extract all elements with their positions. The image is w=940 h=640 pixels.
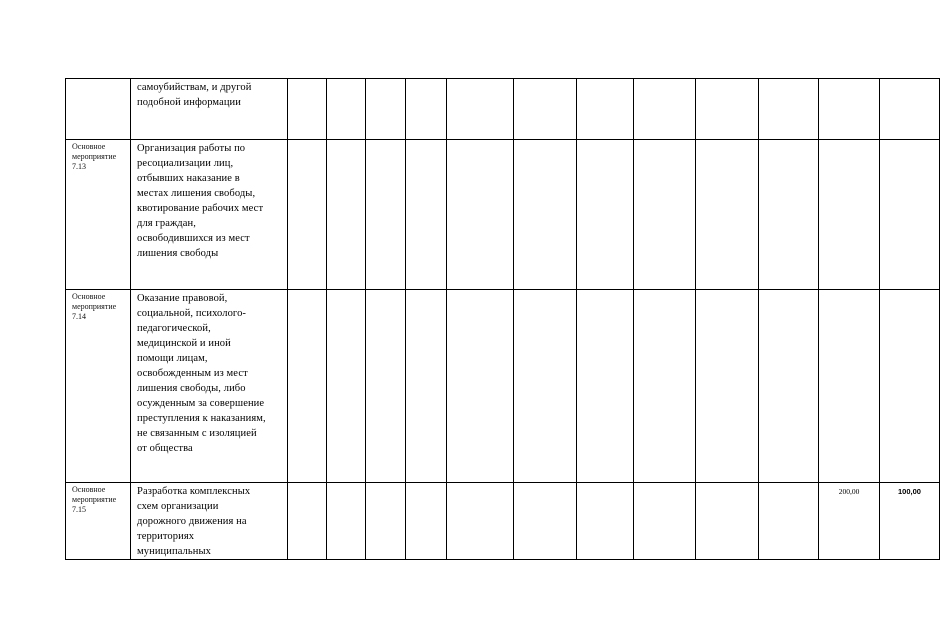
activity-code-cell [66, 79, 131, 140]
description-line: помощи лицам, [137, 353, 208, 364]
description-line: Разработка комплексных [137, 486, 251, 497]
description-line: ресоциализации лиц, [137, 158, 234, 169]
description-line: отбывших наказание в [137, 173, 240, 184]
value-cell [634, 290, 696, 483]
description-line: местах лишения свободы, [137, 188, 256, 199]
code-line: Основное [72, 142, 106, 151]
description-line: социальной, психолого- [137, 308, 247, 319]
description-line: лишения свободы, либо [137, 383, 246, 394]
value-cell [577, 290, 634, 483]
code-line: мероприятие [72, 495, 117, 504]
value-cell [447, 290, 514, 483]
description-line: не связанным с изоляцией [137, 428, 257, 439]
description-line: схем организации [137, 501, 219, 512]
value-cell [327, 483, 366, 560]
description-line: осужденным за совершение [137, 398, 265, 409]
activity-code-cell [66, 290, 131, 483]
code-line: мероприятие [72, 152, 117, 161]
table-row [66, 79, 940, 140]
value-cell [366, 290, 406, 483]
value-cell [759, 483, 819, 560]
value-cell [288, 483, 327, 560]
activity-code-cell [66, 140, 131, 290]
program-activities-table [65, 78, 940, 560]
description-line: Оказание правовой, [137, 293, 228, 304]
value-cell [406, 79, 447, 140]
activity-description-cell [131, 290, 288, 483]
table-row [66, 290, 940, 483]
value-cell [759, 140, 819, 290]
description-line: территориях [137, 531, 195, 542]
value-cell [634, 140, 696, 290]
description-line: преступления к наказаниям, [137, 413, 266, 424]
value-cell [759, 79, 819, 140]
value-cell [447, 79, 514, 140]
value-cell [447, 140, 514, 290]
code-line: Основное [72, 485, 106, 494]
value-cell [759, 290, 819, 483]
code-line: 7.14 [72, 312, 86, 321]
value-cell [366, 483, 406, 560]
value-cell [288, 290, 327, 483]
value-cell [577, 140, 634, 290]
code-line: Основное [72, 292, 106, 301]
value-cell [634, 79, 696, 140]
value-cell [696, 140, 759, 290]
value-cell [514, 79, 577, 140]
value-cell [880, 290, 940, 483]
value-cell [288, 140, 327, 290]
description-line: подобной информации [137, 97, 241, 108]
table-row [66, 140, 940, 290]
description-line: самоубийствам, и другой [137, 82, 252, 93]
value-cell [819, 140, 880, 290]
description-line: медицинской и иной [137, 338, 231, 349]
table-row [66, 483, 940, 560]
value-cell [327, 140, 366, 290]
description-line: освободившихся из мест [137, 233, 250, 244]
value-cell [696, 79, 759, 140]
value-cell [696, 290, 759, 483]
value-cell [514, 483, 577, 560]
value-cell: 100,00 [880, 483, 940, 560]
value-cell [819, 79, 880, 140]
value-cell [696, 483, 759, 560]
value-cell [288, 79, 327, 140]
value-cell [327, 79, 366, 140]
code-line: 7.13 [72, 162, 86, 171]
value-cell [634, 483, 696, 560]
description-line: квотирование рабочих мест [137, 203, 264, 214]
value-cell [880, 140, 940, 290]
code-line: мероприятие [72, 302, 117, 311]
description-line: муниципальных [137, 546, 211, 557]
activity-description-cell [131, 140, 288, 290]
description-line: освобожденным из мест [137, 368, 248, 379]
value-cell [406, 290, 447, 483]
value-cell [366, 79, 406, 140]
value-cell [447, 483, 514, 560]
activity-code-cell [66, 483, 131, 560]
value-cell [514, 290, 577, 483]
description-line: для граждан, [137, 218, 196, 229]
value-cell [819, 290, 880, 483]
description-line: Организация работы по [137, 143, 246, 154]
activity-description-cell [131, 483, 288, 560]
value-cell: 200,00 [819, 483, 880, 560]
description-line: лишения свободы [137, 248, 219, 259]
value-cell [577, 483, 634, 560]
value-cell [406, 483, 447, 560]
value-cell [327, 290, 366, 483]
activity-description-cell [131, 79, 288, 140]
value-cell [514, 140, 577, 290]
code-line: 7.15 [72, 505, 86, 514]
description-line: от общества [137, 443, 193, 454]
value-cell [406, 140, 447, 290]
description-line: дорожного движения на [137, 516, 247, 527]
value-cell [366, 140, 406, 290]
value-cell [880, 79, 940, 140]
value-cell [577, 79, 634, 140]
description-line: педагогической, [137, 323, 211, 334]
